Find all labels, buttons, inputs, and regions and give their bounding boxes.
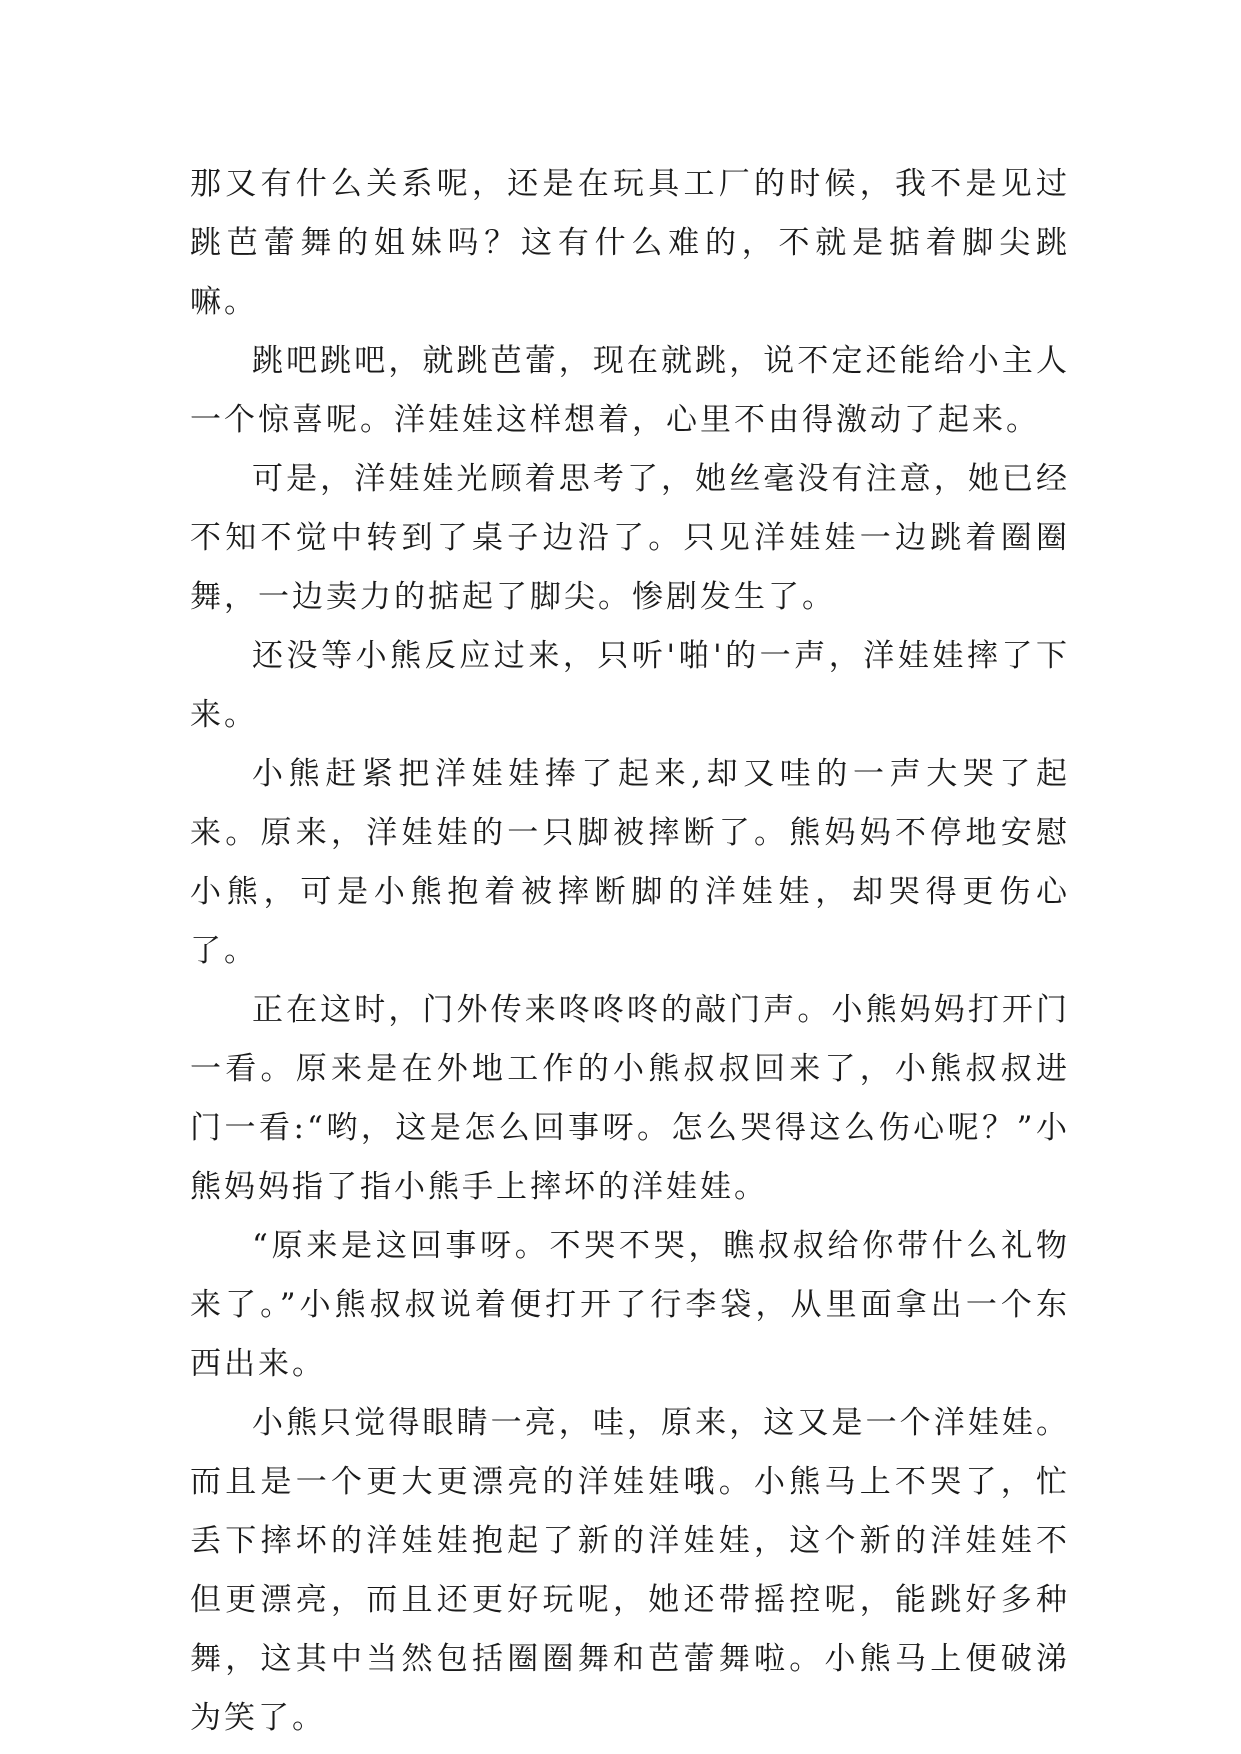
story-text — [190, 155, 1070, 1748]
paragraph-1: 那又有什么关系呢，还是在玩具工厂的时候，我不是见过跳芭蕾舞的姐妹吗？这有什么难的，不就是掂着脚尖跳嘛。 — [190, 166, 1070, 320]
paragraph-8: 小熊只觉得眼睛一亮，哇，原来，这又是一个洋娃娃。而且是一个更大更漂亮的洋娃娃哦。小熊马上不哭了，忙丢下摔坏的洋娃娃抱起了新的洋娃娃，这个新的洋娃娃不但更漂亮，而且还更好玩呢，她还带摇控呢，能跳好多种舞，这其中当然包括圈圈舞和芭蕾舞啦。小熊马上便破涕为笑了。 — [190, 1405, 1070, 1736]
paragraph-7: “原来是这回事呀。不哭不哭，瞧叔叔给你带什么礼物来了。”小熊叔叔说着便打开了行李袋，从里面拿出一个东西出来。 — [190, 1228, 1070, 1382]
paragraph-4: 还没等小熊反应过来，只听'啪'的一声，洋娃娃摔了下来。 — [190, 638, 1070, 733]
paragraph-6: 正在这时，门外传来咚咚咚的敲门声。小熊妈妈打开门一看。原来是在外地工作的小熊叔叔回来了，小熊叔叔进门一看:“哟，这是怎么回事呀。怎么哭得这么伤心呢？”小熊妈妈指了指小熊手上摔坏的洋娃娃。 — [190, 992, 1070, 1205]
paragraph-5: 小熊赶紧把洋娃娃捧了起来,却又哇的一声大哭了起来。原来，洋娃娃的一只脚被摔断了。熊妈妈不停地安慰小熊，可是小熊抱着被摔断脚的洋娃娃，却哭得更伤心了。 — [190, 756, 1070, 969]
paragraph-3: 可是，洋娃娃光顾着思考了，她丝毫没有注意，她已经不知不觉中转到了桌子边沿了。只见洋娃娃一边跳着圈圈舞，一边卖力的掂起了脚尖。惨剧发生了。 — [190, 461, 1070, 615]
paragraph-2: 跳吧跳吧，就跳芭蕾，现在就跳，说不定还能给小主人一个惊喜呢。洋娃娃这样想着，心里不由得激动了起来。 — [190, 343, 1070, 438]
